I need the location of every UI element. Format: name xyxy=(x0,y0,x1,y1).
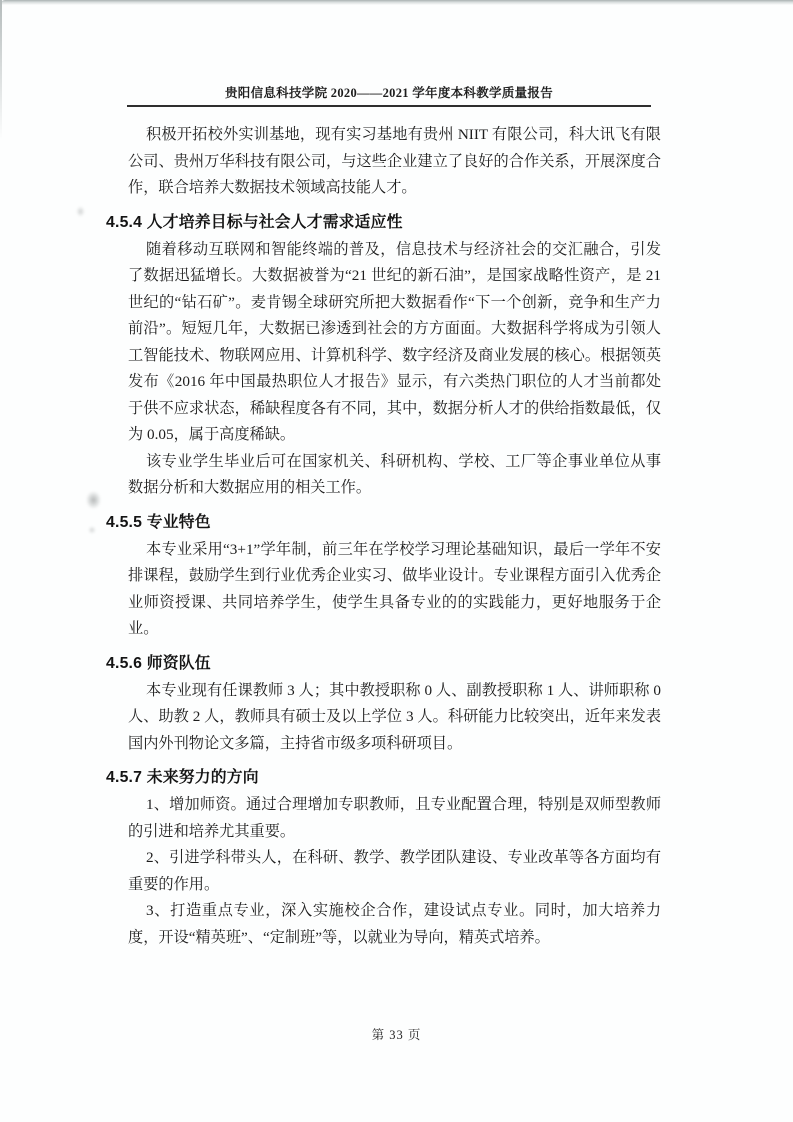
scan-edge-left xyxy=(0,0,2,140)
scan-smudge xyxy=(88,526,96,534)
paragraph-graduate-employment: 该专业学生毕业后可在国家机关、科研机构、学校、工厂等企事业单位从事数据分析和大数据应用的相关工作。 xyxy=(128,452,661,496)
paragraph-intro: 积极开拓校外实训基地，现有实习基地有贵州 NIIT 有限公司，科大讯飞有限公司、贵州万华科技有限公司，与这些企业建立了良好的合作关系，开展深度合作，联合培养大数据技术领域高技能人才。 xyxy=(128,126,661,196)
paragraph-faculty: 本专业现有任课教师 3 人；其中教授职称 0 人、副教授职称 1 人、讲师职称 0 人、助教 2 人，教师具有硕士及以上学位 3 人。科研能力比较突出，近年来发表国内外刊物论文多篇，主持省市级多项科研项目。 xyxy=(128,681,661,752)
paragraph-future-item-3: 3、打造重点专业，深入实施校企合作，建设试点专业。同时，加大培养力度，开设“精英班”、“定制班”等，以就业为导向，精英式培养。 xyxy=(128,902,661,946)
section-heading-4-5-6: 4.5.6 师资队伍 xyxy=(106,654,211,672)
paragraph-future-item-1: 1、增加师资。通过合理增加专职教师，且专业配置合理，特别是双师型教师的引进和培养尤其重要。 xyxy=(128,796,661,840)
page-number: 第 33 页 xyxy=(371,1028,422,1042)
page-footer xyxy=(0,1026,793,1044)
scan-smudge xyxy=(76,206,85,217)
scan-smudge xyxy=(86,491,101,509)
report-title: 贵阳信息科技学院 2020——2021 学年度本科教学质量报告 xyxy=(224,86,554,100)
paragraph-bigdata-demand: 随着移动互联网和智能终端的普及，信息技术与经济社会的交汇融合，引发了数据迅猛增长。大数据被誉为“21 世纪的新石油”，是国家战略性资产，是 21 世纪的“钻石矿”。麦肯锡全球研究所把大数据看作“下一个创新，竞争和生产力前沿”。短短几年，大数据已渗透到社会的方方面面。大数据科学将成为引领人工智能技术、物联网应用、计算机科学、数字经济及商业发展的核心。根据领英发布《2016 年中国最热职位人才报告》显示，有六类热门职位的人才当前都处于供不应求状态，稀缺程度各有不同，其中，数据分析人才的供给指数最低，仅为 0.05，属于高度稀缺。 xyxy=(128,240,661,443)
page-header xyxy=(127,0,651,107)
scan-edge-top xyxy=(0,0,793,5)
paragraph-program-features: 本专业采用“3+1”学年制，前三年在学校学习理论基础知识，最后一学年不安排课程，鼓励学生到行业优秀企业实习、做毕业设计。专业课程方面引入优秀企业师资授课、共同培养学生，使学生具备专业的的实践能力，更好地服务于企业。 xyxy=(128,540,661,637)
section-heading-4-5-5: 4.5.5 专业特色 xyxy=(106,513,211,531)
paragraph-future-item-2: 2、引进学科带头人，在科研、教学、教学团队建设、专业改革等各方面均有重要的作用。 xyxy=(128,849,661,893)
section-heading-4-5-4: 4.5.4 人才培养目标与社会人才需求适应性 xyxy=(106,213,403,231)
section-heading-4-5-7: 4.5.7 未来努力的方向 xyxy=(106,769,259,786)
page-body xyxy=(106,107,661,951)
